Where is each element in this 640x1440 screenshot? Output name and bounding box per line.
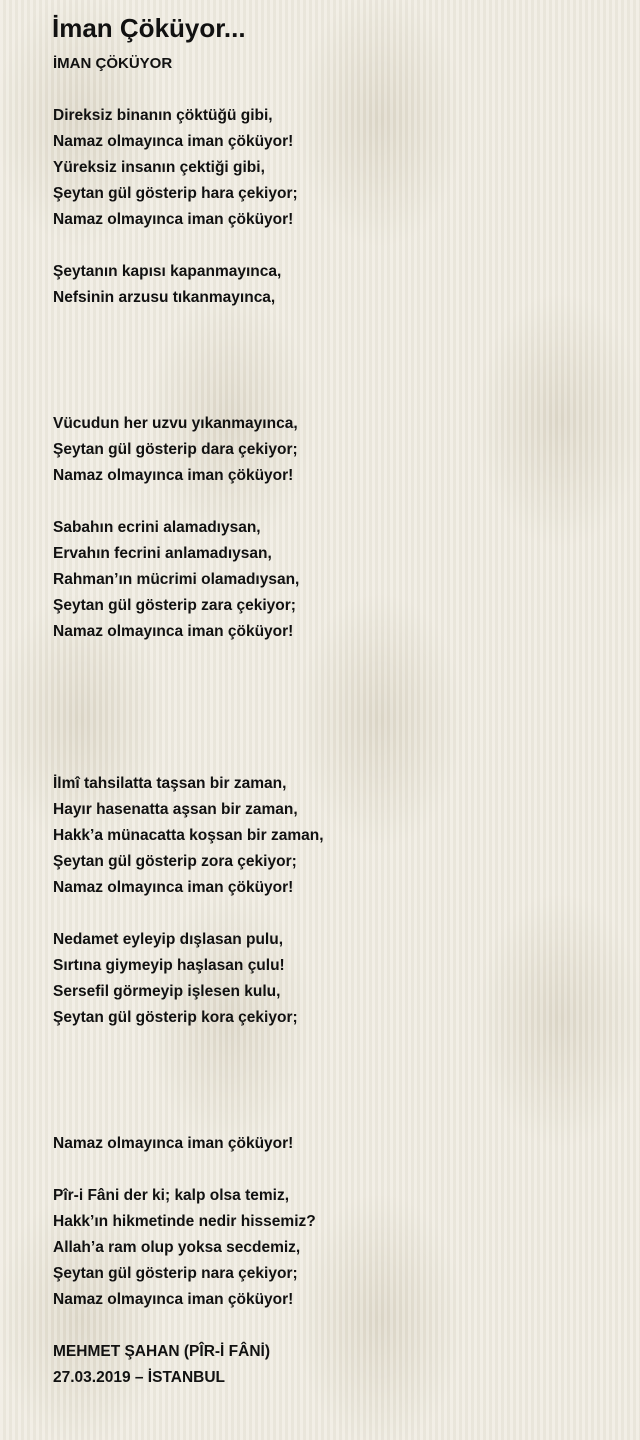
poem-line: Şeytanın kapısı kapanmayınca, — [53, 263, 282, 280]
poem-line: Hakk’ın hikmetinde nedir hissemiz? — [53, 1213, 316, 1230]
poem-line: Nedamet eyleyip dışlasan pulu, — [53, 931, 283, 948]
date-place: 27.03.2019 – İSTANBUL — [53, 1369, 226, 1386]
poem-line: Nefsinin arzusu tıkanmayınca, — [53, 289, 276, 306]
poem-line: Namaz olmayınca iman çöküyor! — [53, 623, 294, 640]
author-name: MEHMET ŞAHAN (PÎR-İ FÂNİ) — [53, 1343, 270, 1360]
poem-line: Yüreksiz insanın çektiği gibi, — [53, 159, 265, 176]
poem-line: Namaz olmayınca iman çöküyor! — [53, 879, 294, 896]
poem-line: Sırtına giymeyip haşlasan çulu! — [53, 957, 285, 974]
poem-line: Ervahın fecrini anlamadıysan, — [53, 545, 272, 562]
poem-line: İlmî tahsilatta taşsan bir zaman, — [53, 775, 287, 792]
poem-line: Sabahın ecrini alamadıysan, — [53, 519, 261, 536]
poem-line: Şeytan gül gösterip zara çekiyor; — [53, 597, 296, 614]
poem-line: Rahman’ın mücrimi olamadıysan, — [53, 571, 300, 588]
poem-title: İMAN ÇÖKÜYOR — [53, 55, 173, 72]
poem-line: Pîr-i Fâni der ki; kalp olsa temiz, — [53, 1187, 290, 1204]
poem-line: Vücudun her uzvu yıkanmayınca, — [53, 415, 298, 432]
poem-line: Şeytan gül gösterip zora çekiyor; — [53, 853, 297, 870]
poem-line: Direksiz binanın çöktüğü gibi, — [53, 107, 273, 124]
poem-line: Namaz olmayınca iman çöküyor! — [53, 1135, 294, 1152]
poem-line: Hakk’a münacatta koşsan bir zaman, — [53, 827, 324, 844]
poem-line: Allah’a ram olup yoksa secdemiz, — [53, 1239, 301, 1256]
poem-line: Şeytan gül gösterip hara çekiyor; — [53, 185, 298, 202]
poem-line: Şeytan gül gösterip kora çekiyor; — [53, 1009, 298, 1026]
poem-line: Namaz olmayınca iman çöküyor! — [53, 1291, 294, 1308]
poem-line: Namaz olmayınca iman çöküyor! — [53, 211, 294, 228]
poem-line: Hayır hasenatta aşsan bir zaman, — [53, 801, 298, 818]
poem-line: Namaz olmayınca iman çöküyor! — [53, 467, 294, 484]
poem-line: Namaz olmayınca iman çöküyor! — [53, 133, 294, 150]
poem-line: Şeytan gül gösterip nara çekiyor; — [53, 1265, 298, 1282]
poem-line: Şeytan gül gösterip dara çekiyor; — [53, 441, 298, 458]
poem-line: Sersefil görmeyip işlesen kulu, — [53, 983, 281, 1000]
page-title: İman Çöküyor... — [52, 13, 246, 43]
